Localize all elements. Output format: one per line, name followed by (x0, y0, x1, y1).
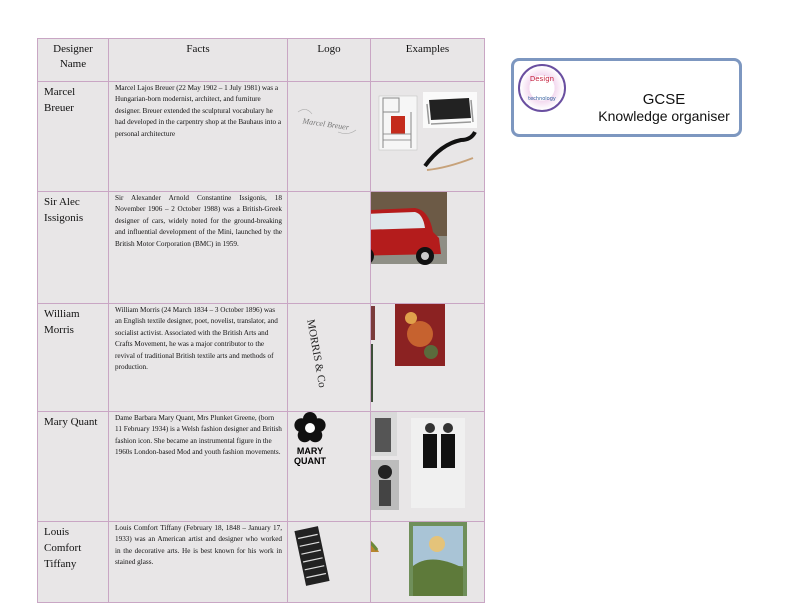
badge-title-line1: GCSE (642, 91, 686, 108)
breuer-signature-logo (288, 82, 370, 186)
logo-cell (288, 192, 371, 304)
mini-car-image (371, 192, 484, 298)
designer-facts: Louis Comfort Tiffany (February 18, 1848 – January 17, 1933) was an American artist and designer who worked in the decorative arts. He is best known for his work in stained glass. (109, 522, 288, 603)
table-row (38, 82, 485, 192)
header-designer-name: Designer Name (38, 39, 109, 82)
table-row (38, 522, 485, 603)
tiffany-glass-pattern-logo (288, 522, 370, 597)
daisy-icon (294, 412, 325, 442)
designer-name: William Morris (38, 304, 109, 412)
logo-cell (288, 304, 371, 412)
logo-line-2: technology (528, 96, 556, 102)
examples-cell (371, 412, 485, 522)
badge-title-line2: Knowledge organiser (598, 108, 730, 124)
mary-quant-fashion-images (371, 412, 484, 516)
header-facts: Facts (109, 39, 288, 82)
gcse-title-badge (511, 58, 742, 137)
header-logo: Logo (288, 39, 371, 82)
table-row (38, 412, 485, 522)
breuer-signature-text: Marcel Breuer (301, 116, 350, 132)
designer-facts: Dame Barbara Mary Quant, Mrs Plunket Greene, (born 11 February 1934) is a Welsh fashion designer and British fashion icon. She became an instrumental figure in the 1960s London-based Mod and youth fashion movements. (109, 412, 288, 522)
morris-textile-images (371, 304, 484, 406)
breuer-furniture-images (371, 82, 484, 186)
examples-cell (371, 192, 485, 304)
mary-quant-logo (288, 412, 370, 516)
examples-cell (371, 304, 485, 412)
shelving-unit-image (379, 96, 417, 150)
mary-quant-logo-line1: MARY (296, 446, 324, 456)
examples-cell (371, 82, 485, 192)
table-row (38, 304, 485, 412)
header-examples: Examples (371, 39, 485, 82)
logo-line-1: Design (529, 75, 555, 83)
designer-name: Marcel Breuer (38, 82, 109, 192)
logo-cell (288, 82, 371, 192)
header-row (38, 39, 485, 82)
design-technology-logo (518, 64, 566, 112)
mary-quant-logo-line2: QUANT (294, 456, 326, 466)
examples-cell (371, 522, 485, 603)
designer-name: Mary Quant (38, 412, 109, 522)
designer-name: Sir Alec Issigonis (38, 192, 109, 304)
logo-cell (288, 412, 371, 522)
designer-facts: Marcel Lajos Breuer (22 May 1902 – 1 July 1981) was a Hungarian-born modernist, architect, and furniture designer. Breuer extended the sculptural vocabulary he had developed in the carpentry shop at the Bauhaus into a personal architecture (109, 82, 288, 192)
morris-logo-text: MORRIS & Co (304, 318, 329, 389)
lounge-chair-image (425, 132, 475, 170)
knowledge-organiser-table (37, 38, 485, 603)
designer-name: Louis Comfort Tiffany (38, 522, 109, 603)
morris-co-logo (288, 304, 370, 406)
designer-facts: William Morris (24 March 1834 – 3 October 1896) was an English textile designer, poet, novelist, translator, and socialist activist. Associated with the British Arts and Crafts Movement, he was a major contributor to the revival of traditional British textile arts and methods of production. (109, 304, 288, 412)
wassily-chair-image (423, 92, 477, 128)
table-row (38, 192, 485, 304)
logo-cell (288, 522, 371, 603)
designer-facts: Sir Alexander Arnold Constantine Issigonis, 18 November 1906 – 2 October 1988) was a British-Greek designer of cars, widely noted for the ground-breaking and influential development of the Mini, launched by the British Motor Corporation (BMC) in 1959. (109, 192, 288, 304)
badge-title (584, 91, 744, 125)
tiffany-lamp-and-window-images (371, 522, 484, 597)
